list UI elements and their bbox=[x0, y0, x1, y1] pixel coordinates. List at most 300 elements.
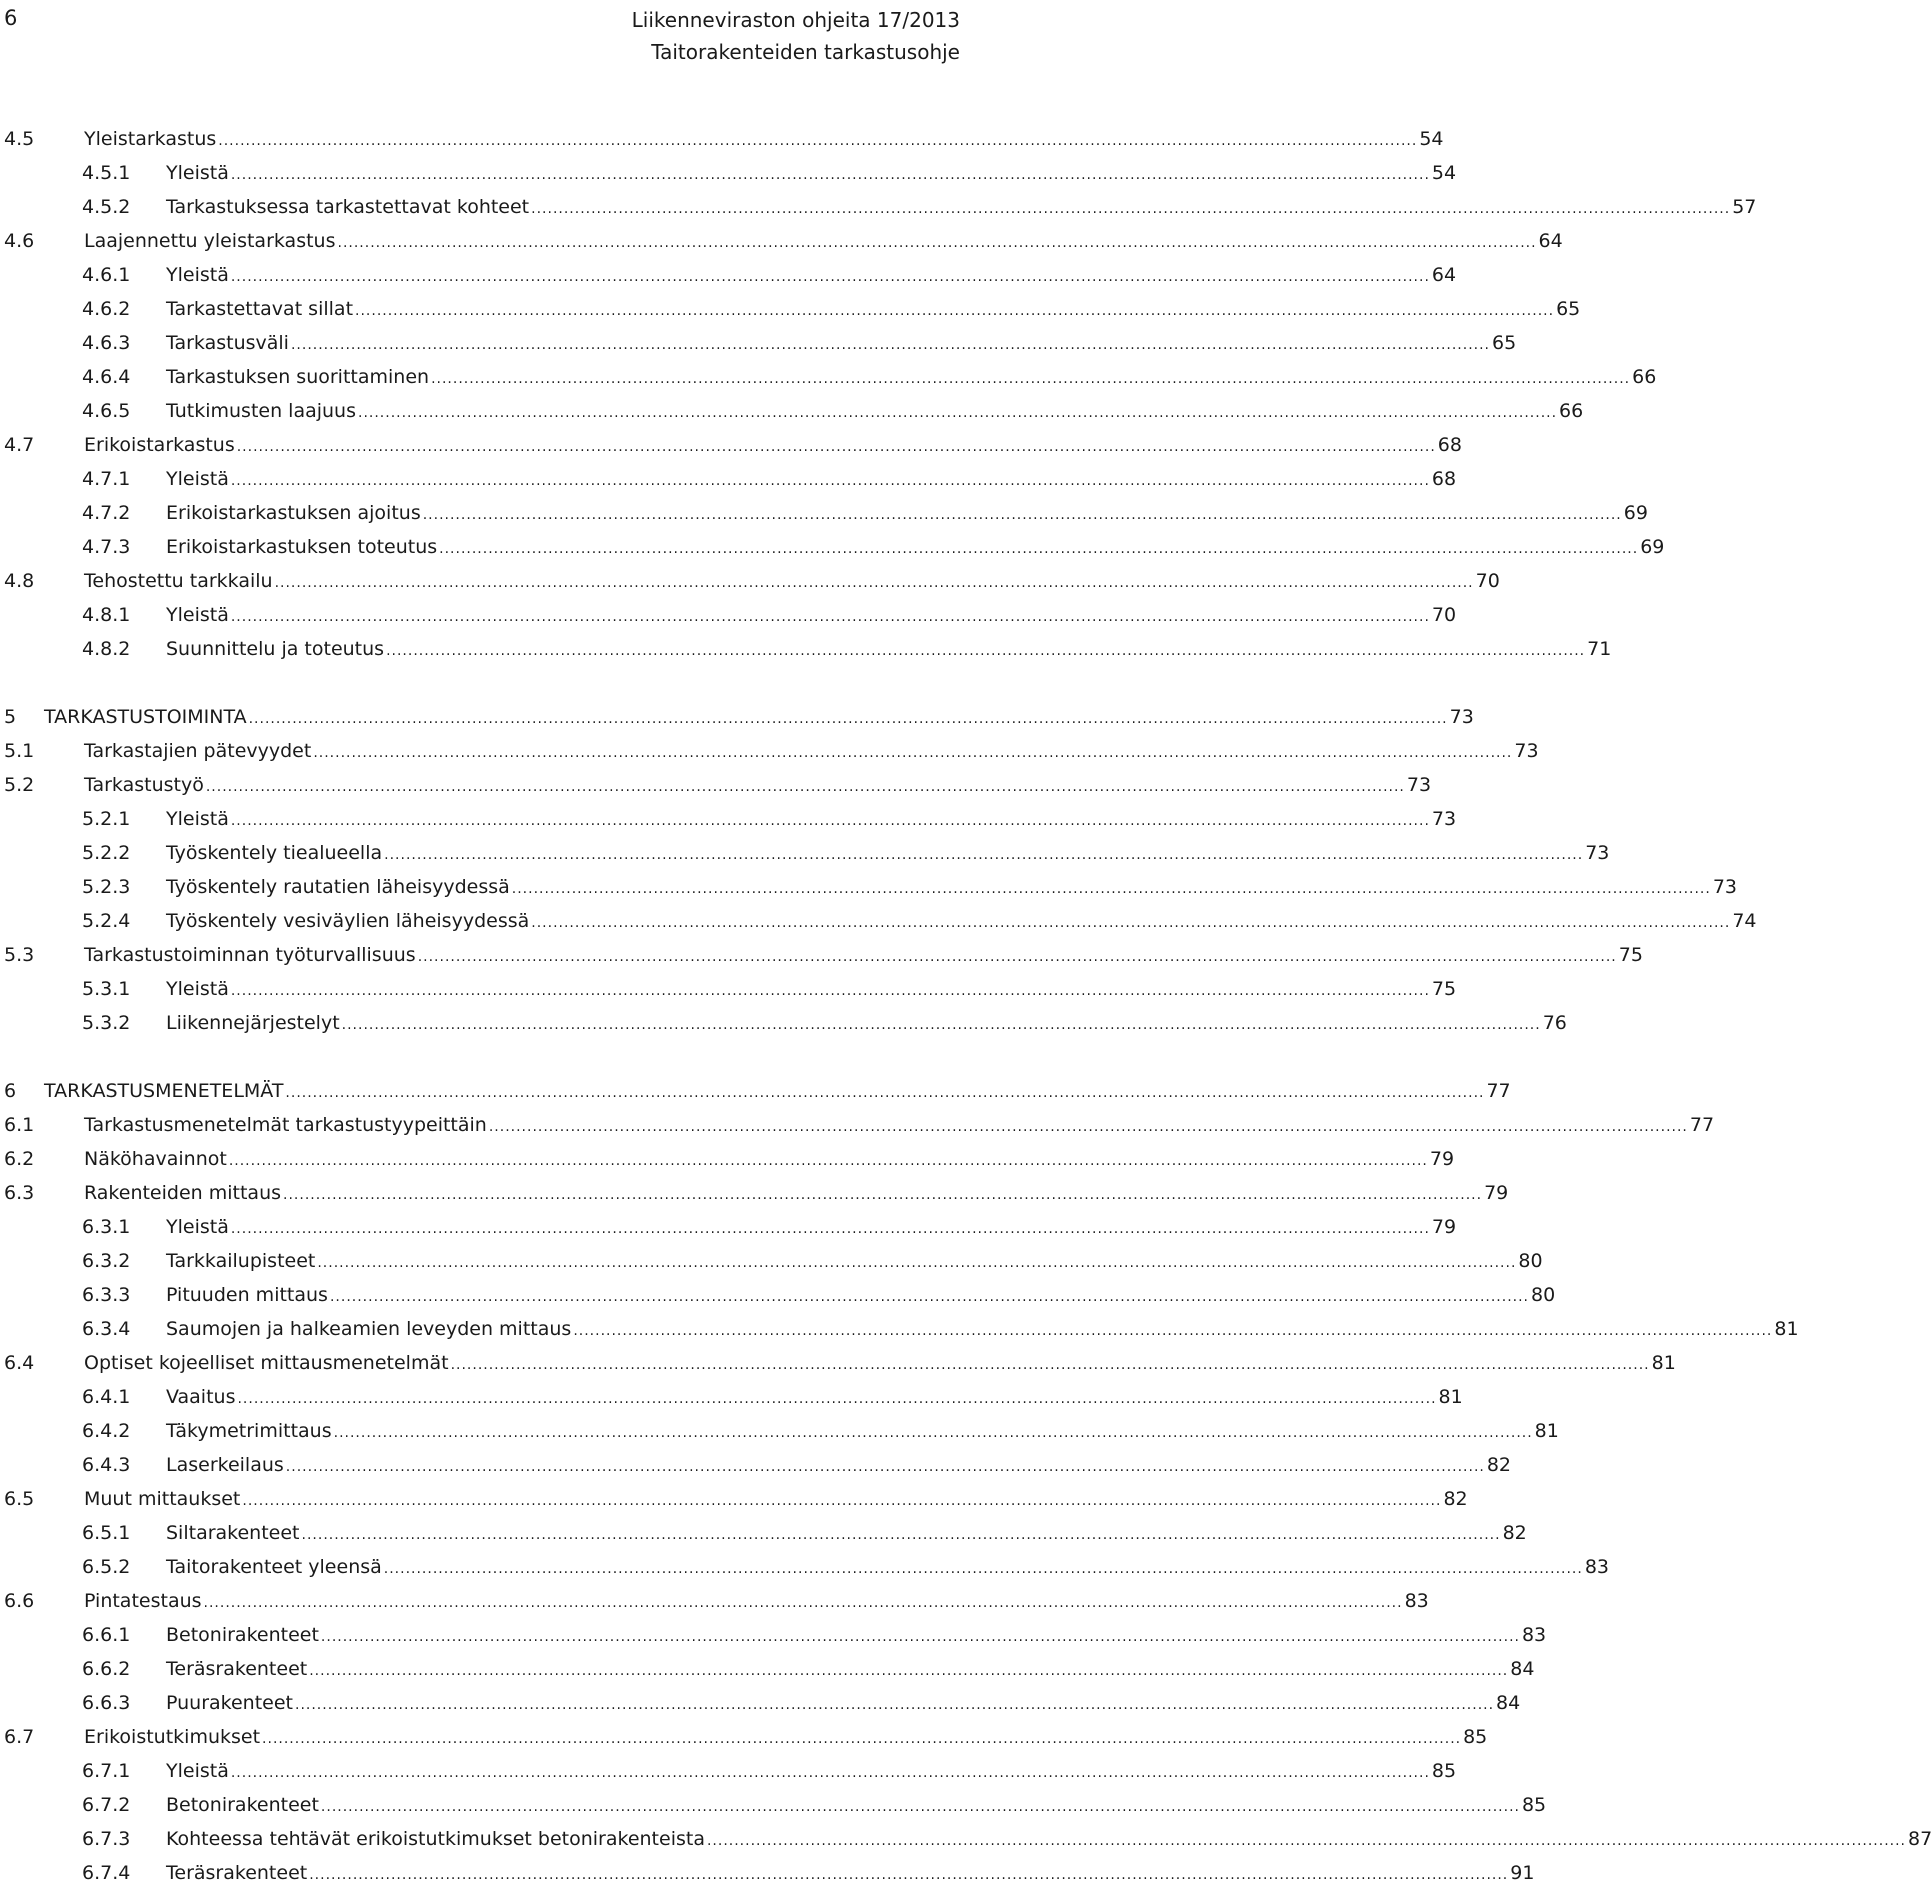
toc-entry-number: 4.7 bbox=[4, 434, 35, 456]
toc-leader-dots: ............................................................................................................................................................................................................................ bbox=[320, 1629, 1520, 1645]
toc-entry-page: 81 bbox=[1774, 1318, 1799, 1340]
toc-entry-title: Betonirakenteet bbox=[166, 1624, 319, 1646]
toc-entry-body bbox=[84, 122, 1444, 158]
toc-leader-dots: ............................................................................................................................................................................................................................ bbox=[531, 201, 1731, 217]
toc-entry-number: 4.5.1 bbox=[82, 162, 131, 184]
toc-entry-title: Tarkastusmenetelmät tarkastustyypeittäin bbox=[84, 1114, 487, 1136]
toc-entry-title: Yleistä bbox=[166, 978, 229, 1000]
toc-leader-dots: ............................................................................................................................................................................................................................ bbox=[228, 1153, 1428, 1169]
toc-entry-title: Pintatestaus bbox=[84, 1590, 202, 1612]
toc-entry-page: 73 bbox=[1406, 774, 1432, 796]
toc-entry-title: TARKASTUSMENETELMÄT bbox=[44, 1080, 284, 1102]
toc-entry-page: 85 bbox=[1521, 1794, 1547, 1816]
toc-entry-title: Yleistä bbox=[166, 1216, 229, 1238]
toc-entry-page: 54 bbox=[1419, 128, 1444, 150]
toc-entry-number: 4.8 bbox=[4, 570, 35, 592]
toc-entry-title: Tarkkailupisteet bbox=[166, 1250, 316, 1272]
toc-entry-number: 6.5.1 bbox=[82, 1522, 131, 1544]
toc-entry-title: Suunnittelu ja toteutus bbox=[166, 638, 385, 660]
toc-entry-page: 82 bbox=[1443, 1488, 1468, 1510]
document-title: Taitorakenteiden tarkastusohje bbox=[651, 40, 960, 64]
toc-entry-number: 5.2.2 bbox=[82, 842, 131, 864]
toc-entry-body bbox=[166, 1822, 1932, 1858]
toc-leader-dots: ............................................................................................................................................................................................................................ bbox=[248, 711, 1448, 727]
toc-entry-body bbox=[166, 326, 1517, 362]
toc-entry-body bbox=[166, 1244, 1543, 1280]
toc-entry[interactable] bbox=[4, 564, 1500, 598]
toc-entry-body bbox=[166, 1856, 1535, 1892]
toc-entry-body bbox=[166, 1788, 1547, 1824]
toc-entry-body bbox=[166, 1550, 1610, 1586]
toc-entry[interactable] bbox=[4, 428, 1462, 462]
toc-entry-page: 79 bbox=[1484, 1182, 1509, 1204]
toc-entry-page: 73 bbox=[1585, 842, 1610, 864]
toc-entry-body bbox=[166, 496, 1648, 532]
toc-entry-body bbox=[166, 598, 1457, 634]
toc-leader-dots: ............................................................................................................................................................................................................................ bbox=[230, 609, 1430, 625]
toc-entry[interactable] bbox=[4, 1448, 1512, 1482]
toc-leader-dots: ............................................................................................................................................................................................................................ bbox=[236, 439, 1436, 455]
toc-entry-number: 4.5 bbox=[4, 128, 35, 150]
toc-entry[interactable] bbox=[4, 1244, 1543, 1278]
toc-entry-page: 66 bbox=[1632, 366, 1657, 388]
toc-entry[interactable] bbox=[4, 224, 1563, 258]
toc-entry-title: Tarkastustoiminnan työturvallisuus bbox=[84, 944, 416, 966]
toc-entry-body bbox=[166, 1380, 1463, 1416]
toc-entry[interactable] bbox=[4, 1380, 1463, 1414]
toc-leader-dots: ............................................................................................................................................................................................................................ bbox=[511, 881, 1711, 897]
toc-entry[interactable] bbox=[4, 1346, 1676, 1380]
toc-entry-body bbox=[166, 632, 1612, 668]
toc-leader-dots: ............................................................................................................................................................................................................................ bbox=[242, 1493, 1442, 1509]
toc-entry-page: 66 bbox=[1559, 400, 1584, 422]
toc-entry-number: 6.6.1 bbox=[82, 1624, 131, 1646]
toc-entry-page: 71 bbox=[1587, 638, 1612, 660]
toc-entry[interactable] bbox=[4, 1142, 1455, 1176]
toc-entry-body bbox=[166, 258, 1457, 294]
toc-entry-title: Muut mittaukset bbox=[84, 1488, 241, 1510]
toc-leader-dots: ............................................................................................................................................................................................................................ bbox=[329, 1289, 1530, 1305]
toc-entry[interactable] bbox=[4, 802, 1457, 836]
toc-entry-title: TARKASTUSTOIMINTA bbox=[44, 706, 247, 728]
toc-entry-page: 73 bbox=[1431, 808, 1457, 830]
toc-entry-body bbox=[84, 224, 1563, 260]
toc-entry-number: 5.3.2 bbox=[82, 1012, 131, 1034]
toc-entry-title: Yleistä bbox=[166, 1760, 229, 1782]
toc-leader-dots: ............................................................................................................................................................................................................................ bbox=[386, 643, 1586, 659]
toc-entry[interactable] bbox=[4, 1074, 1511, 1108]
toc-entry-body bbox=[44, 700, 1474, 736]
toc-entry-page: 64 bbox=[1431, 264, 1457, 286]
toc-entry-body bbox=[166, 1754, 1457, 1790]
toc-entry-title: Yleistarkastus bbox=[84, 128, 217, 150]
toc-entry-page: 83 bbox=[1584, 1556, 1610, 1578]
toc-leader-dots: ............................................................................................................................................................................................................................ bbox=[262, 1731, 1462, 1747]
toc-entry-number: 6.4.3 bbox=[82, 1454, 131, 1476]
toc-entry-page: 68 bbox=[1431, 468, 1457, 490]
toc-entry[interactable] bbox=[4, 1176, 1509, 1210]
toc-entry-number: 4.7.1 bbox=[82, 468, 131, 490]
toc-entry-body bbox=[166, 1006, 1567, 1042]
toc-entry-title: Laserkeilaus bbox=[166, 1454, 284, 1476]
toc-entry-title: Tutkimusten laajuus bbox=[166, 400, 356, 422]
toc-entry-title: Työskentely vesiväylien läheisyydessä bbox=[166, 910, 530, 932]
toc-entry-number: 4.6.1 bbox=[82, 264, 131, 286]
toc-leader-dots: ............................................................................................................................................................................................................................ bbox=[237, 1391, 1437, 1407]
toc-entry-page: 64 bbox=[1538, 230, 1563, 252]
toc-entry[interactable] bbox=[4, 938, 1643, 972]
toc-entry[interactable] bbox=[4, 1006, 1567, 1040]
toc-entry-number: 6.7 bbox=[4, 1726, 35, 1748]
toc-entry-body bbox=[166, 1448, 1512, 1484]
toc-entry-number: 6.2 bbox=[4, 1148, 35, 1170]
toc-leader-dots: ............................................................................................................................................................................................................................ bbox=[317, 1255, 1517, 1271]
toc-entry[interactable] bbox=[4, 870, 1738, 904]
toc-entry-title: Tehostettu tarkkailu bbox=[84, 570, 273, 592]
toc-entry-body bbox=[166, 836, 1610, 872]
toc-leader-dots: ............................................................................................................................................................................................................................ bbox=[431, 371, 1631, 387]
toc-entry-page: 79 bbox=[1429, 1148, 1455, 1170]
toc-entry-title: Erikoistarkastus bbox=[84, 434, 235, 456]
toc-entry[interactable] bbox=[4, 190, 1757, 224]
toc-entry-number: 4.5.2 bbox=[82, 196, 131, 218]
toc-leader-dots: ............................................................................................................................................................................................................................ bbox=[295, 1697, 1495, 1713]
toc-entry[interactable] bbox=[4, 1414, 1559, 1448]
toc-leader-dots: ............................................................................................................................................................................................................................ bbox=[203, 1595, 1403, 1611]
toc-entry-page: 80 bbox=[1518, 1250, 1543, 1272]
toc-entry-page: 79 bbox=[1431, 1216, 1457, 1238]
toc-entry-title: Erikoistutkimukset bbox=[84, 1726, 261, 1748]
toc-leader-dots: ............................................................................................................................................................................................................................ bbox=[417, 949, 1617, 965]
toc-entry[interactable] bbox=[4, 156, 1457, 190]
toc-entry-number: 4.6.5 bbox=[82, 400, 131, 422]
toc-entry[interactable] bbox=[4, 258, 1457, 292]
toc-entry-body bbox=[166, 360, 1657, 396]
toc-entry-body bbox=[166, 1278, 1556, 1314]
toc-entry-number: 6.4.2 bbox=[82, 1420, 131, 1442]
toc-entry-title: Siltarakenteet bbox=[166, 1522, 300, 1544]
toc-leader-dots: ............................................................................................................................................................................................................................ bbox=[531, 915, 1731, 931]
toc-leader-dots: ............................................................................................................................................................................................................................ bbox=[230, 1221, 1430, 1237]
toc-entry-title: Tarkastuksen suorittaminen bbox=[166, 366, 430, 388]
toc-entry-page: 77 bbox=[1486, 1080, 1511, 1102]
toc-leader-dots: ............................................................................................................................................................................................................................ bbox=[285, 1459, 1485, 1475]
toc-entry-title: Saumojen ja halkeamien leveyden mittaus bbox=[166, 1318, 572, 1340]
toc-leader-dots: ............................................................................................................................................................................................................................ bbox=[309, 1867, 1509, 1883]
toc-leader-dots: ............................................................................................................................................................................................................................ bbox=[320, 1799, 1520, 1815]
toc-entry-number: 6.7.1 bbox=[82, 1760, 131, 1782]
toc-entry[interactable] bbox=[4, 836, 1610, 870]
toc-entry-title: Teräsrakenteet bbox=[166, 1862, 308, 1884]
toc-entry-page: 65 bbox=[1492, 332, 1517, 354]
toc-entry-title: Tarkastusväli bbox=[166, 332, 289, 354]
toc-entry-page: 68 bbox=[1437, 434, 1462, 456]
toc-entry[interactable] bbox=[4, 700, 1474, 734]
toc-entry-page: 85 bbox=[1431, 1760, 1457, 1782]
toc-leader-dots: ............................................................................................................................................................................................................................ bbox=[283, 1187, 1483, 1203]
toc-entry-title: Tarkastettavat sillat bbox=[166, 298, 354, 320]
toc-entry-title: Laajennettu yleistarkastus bbox=[84, 230, 336, 252]
toc-entry-page: 73 bbox=[1712, 876, 1738, 898]
toc-entry-title: Yleistä bbox=[166, 264, 229, 286]
page-number: 6 bbox=[4, 6, 18, 30]
toc-entry[interactable] bbox=[4, 122, 1444, 156]
toc-entry-number: 4.8.1 bbox=[82, 604, 131, 626]
toc-entry[interactable] bbox=[4, 1618, 1547, 1652]
toc-entry-number: 6.3 bbox=[4, 1182, 35, 1204]
toc-entry-number: 6.1 bbox=[4, 1114, 35, 1136]
toc-entry-number: 6.4 bbox=[4, 1352, 35, 1374]
toc-entry[interactable] bbox=[4, 1550, 1610, 1584]
toc-leader-dots: ............................................................................................................................................................................................................................ bbox=[274, 575, 1474, 591]
toc-entry-body bbox=[166, 394, 1584, 430]
toc-leader-dots: ............................................................................................................................................................................................................................ bbox=[341, 1017, 1541, 1033]
toc-leader-dots: ............................................................................................................................................................................................................................ bbox=[337, 235, 1537, 251]
toc-entry[interactable] bbox=[4, 1754, 1457, 1788]
toc-entry-body bbox=[166, 190, 1757, 226]
toc-entry[interactable] bbox=[4, 360, 1657, 394]
toc-entry-body bbox=[84, 1584, 1429, 1620]
toc-entry-number: 6.7.2 bbox=[82, 1794, 131, 1816]
toc-leader-dots: ............................................................................................................................................................................................................................ bbox=[285, 1085, 1485, 1101]
toc-entry-body bbox=[166, 292, 1581, 328]
toc-entry-title: Liikennejärjestelyt bbox=[166, 1012, 340, 1034]
toc-entry-number: 5.2 bbox=[4, 774, 35, 796]
toc-entry-page: 81 bbox=[1651, 1352, 1676, 1374]
toc-entry[interactable] bbox=[4, 734, 1539, 768]
toc-entry[interactable] bbox=[4, 1856, 1535, 1890]
toc-entry[interactable] bbox=[4, 1822, 1932, 1856]
toc-entry-body bbox=[84, 1142, 1455, 1178]
toc-entry-title: Tarkastuksessa tarkastettavat kohteet bbox=[166, 196, 530, 218]
toc-entry-body bbox=[166, 462, 1457, 498]
toc-entry-body bbox=[84, 1482, 1468, 1518]
toc-entry-number: 5 bbox=[4, 706, 17, 728]
toc-entry-number: 5.1 bbox=[4, 740, 35, 762]
toc-entry[interactable] bbox=[4, 1686, 1521, 1720]
toc-entry-page: 73 bbox=[1449, 706, 1474, 728]
toc-entry-page: 69 bbox=[1623, 502, 1648, 524]
toc-leader-dots: ............................................................................................................................................................................................................................ bbox=[450, 1357, 1650, 1373]
toc-entry[interactable] bbox=[4, 632, 1612, 666]
toc-entry-page: 84 bbox=[1510, 1658, 1535, 1680]
toc-entry-title: Puurakenteet bbox=[166, 1692, 293, 1714]
toc-entry-title: Tarkastustyö bbox=[84, 774, 204, 796]
toc-entry-page: 82 bbox=[1486, 1454, 1512, 1476]
toc-leader-dots: ............................................................................................................................................................................................................................ bbox=[230, 269, 1430, 285]
toc-entry-page: 70 bbox=[1475, 570, 1500, 592]
toc-entry-body bbox=[166, 1210, 1457, 1246]
toc-entry-number: 6.6 bbox=[4, 1590, 35, 1612]
toc-entry-body bbox=[44, 1074, 1511, 1110]
toc-entry-number: 6.3.2 bbox=[82, 1250, 131, 1272]
toc-entry-page: 75 bbox=[1618, 944, 1643, 966]
toc-entry-page: 54 bbox=[1431, 162, 1457, 184]
toc-entry-body bbox=[84, 1108, 1715, 1144]
toc-entry-number: 6.7.3 bbox=[82, 1828, 131, 1850]
toc-entry-number: 4.6.3 bbox=[82, 332, 131, 354]
toc-entry-page: 65 bbox=[1556, 298, 1581, 320]
toc-leader-dots: ............................................................................................................................................................................................................................ bbox=[309, 1663, 1509, 1679]
toc-entry-number: 4.8.2 bbox=[82, 638, 131, 660]
toc-entry-page: 83 bbox=[1404, 1590, 1429, 1612]
toc-entry-title: Pituuden mittaus bbox=[166, 1284, 328, 1306]
toc-entry-page: 69 bbox=[1640, 536, 1665, 558]
toc-entry-title: Tarkastajien pätevyydet bbox=[84, 740, 312, 762]
toc-leader-dots: ............................................................................................................................................................................................................................ bbox=[384, 847, 1584, 863]
toc-entry-page: 74 bbox=[1732, 910, 1757, 932]
toc-entry-number: 6.7.4 bbox=[82, 1862, 131, 1884]
toc-entry-title: Työskentely rautatien läheisyydessä bbox=[166, 876, 510, 898]
toc-entry-body bbox=[166, 972, 1457, 1008]
toc-entry-title: Teräsrakenteet bbox=[166, 1658, 308, 1680]
toc-entry[interactable] bbox=[4, 1108, 1715, 1142]
toc-leader-dots: ............................................................................................................................................................................................................................ bbox=[230, 1765, 1430, 1781]
toc-entry-body bbox=[166, 870, 1738, 906]
toc-entry-page: 75 bbox=[1431, 978, 1457, 1000]
toc-leader-dots: ............................................................................................................................................................................................................................ bbox=[358, 405, 1558, 421]
toc-entry-body bbox=[84, 768, 1432, 804]
toc-leader-dots: ............................................................................................................................................................................................................................ bbox=[422, 507, 1622, 523]
toc-entry-page: 91 bbox=[1510, 1862, 1535, 1884]
toc-entry-body bbox=[166, 530, 1665, 566]
toc-entry[interactable] bbox=[4, 768, 1432, 802]
toc-leader-dots: ............................................................................................................................................................................................................................ bbox=[230, 473, 1430, 489]
toc-entry[interactable] bbox=[4, 1482, 1468, 1516]
toc-leader-dots: ............................................................................................................................................................................................................................ bbox=[488, 1119, 1688, 1135]
toc-entry-page: 81 bbox=[1438, 1386, 1463, 1408]
toc-entry[interactable] bbox=[4, 1516, 1527, 1550]
toc-entry-number: 5.2.3 bbox=[82, 876, 131, 898]
toc-entry[interactable] bbox=[4, 326, 1517, 360]
toc-entry[interactable] bbox=[4, 1278, 1556, 1312]
toc-entry-number: 6.5.2 bbox=[82, 1556, 131, 1578]
toc-entry-number: 4.7.3 bbox=[82, 536, 131, 558]
toc-entry[interactable] bbox=[4, 1312, 1799, 1346]
toc-entry-title: Optiset kojeelliset mittausmenetelmät bbox=[84, 1352, 449, 1374]
toc-entry-body bbox=[84, 564, 1500, 600]
toc-entry[interactable] bbox=[4, 1788, 1547, 1822]
toc-entry-title: Täkymetrimittaus bbox=[166, 1420, 332, 1442]
toc-entry-title: Erikoistarkastuksen ajoitus bbox=[166, 502, 421, 524]
toc-leader-dots: ............................................................................................................................................................................................................................ bbox=[333, 1425, 1533, 1441]
toc-leader-dots: ............................................................................................................................................................................................................................ bbox=[230, 813, 1430, 829]
toc-entry-body bbox=[166, 802, 1457, 838]
toc-entry-page: 70 bbox=[1431, 604, 1457, 626]
toc-entry-number: 5.2.1 bbox=[82, 808, 131, 830]
toc-entry-number: 6.5 bbox=[4, 1488, 35, 1510]
toc-entry-body bbox=[84, 1720, 1488, 1756]
toc-entry-page: 84 bbox=[1496, 1692, 1521, 1714]
toc-entry-body bbox=[166, 156, 1457, 192]
toc-entry-number: 6.4.1 bbox=[82, 1386, 131, 1408]
running-header bbox=[440, 4, 960, 68]
toc-leader-dots: ............................................................................................................................................................................................................................ bbox=[230, 167, 1430, 183]
toc-entry[interactable] bbox=[4, 904, 1757, 938]
toc-entry-body bbox=[84, 1346, 1676, 1382]
toc-entry[interactable] bbox=[4, 1720, 1488, 1754]
toc-entry-title: Erikoistarkastuksen toteutus bbox=[166, 536, 438, 558]
toc-entry-body bbox=[84, 1176, 1509, 1212]
toc-entry[interactable] bbox=[4, 530, 1665, 564]
toc-entry-body bbox=[166, 904, 1757, 940]
toc-entry[interactable] bbox=[4, 394, 1584, 428]
toc-entry[interactable] bbox=[4, 598, 1457, 632]
toc-entry-body bbox=[84, 428, 1462, 464]
toc-leader-dots: ............................................................................................................................................................................................................................ bbox=[439, 541, 1639, 557]
toc-entry-body bbox=[166, 1686, 1521, 1722]
toc-leader-dots: ............................................................................................................................................................................................................................ bbox=[290, 337, 1491, 353]
toc-leader-dots: ............................................................................................................................................................................................................................ bbox=[301, 1527, 1501, 1543]
toc-leader-dots: ............................................................................................................................................................................................................................ bbox=[313, 745, 1513, 761]
toc-entry[interactable] bbox=[4, 1652, 1535, 1686]
toc-entry-number: 6.3.1 bbox=[82, 1216, 131, 1238]
toc-entry[interactable] bbox=[4, 1210, 1457, 1244]
toc-entry-title: Taitorakenteet yleensä bbox=[166, 1556, 382, 1578]
toc-leader-dots: ............................................................................................................................................................................................................................ bbox=[573, 1323, 1773, 1339]
toc-entry-body bbox=[166, 1516, 1527, 1552]
toc-entry-page: 81 bbox=[1534, 1420, 1559, 1442]
toc-entry-page: 57 bbox=[1732, 196, 1757, 218]
toc-entry-number: 5.3.1 bbox=[82, 978, 131, 1000]
toc-entry[interactable] bbox=[4, 496, 1648, 530]
toc-entry-number: 6.6.2 bbox=[82, 1658, 131, 1680]
toc-entry-page: 82 bbox=[1502, 1522, 1527, 1544]
table-of-contents bbox=[4, 122, 1932, 1890]
toc-entry-number: 6.6.3 bbox=[82, 1692, 131, 1714]
toc-entry-body bbox=[84, 734, 1539, 770]
toc-entry-body bbox=[166, 1414, 1559, 1450]
publication-label: Liikenneviraston ohjeita 17/2013 bbox=[631, 8, 960, 32]
toc-entry-number: 6.3.3 bbox=[82, 1284, 131, 1306]
toc-entry-number: 4.6 bbox=[4, 230, 35, 252]
toc-leader-dots: ............................................................................................................................................................................................................................ bbox=[218, 133, 1418, 149]
toc-entry-body bbox=[166, 1618, 1547, 1654]
toc-entry[interactable] bbox=[4, 462, 1457, 496]
toc-entry-number: 6.3.4 bbox=[82, 1318, 131, 1340]
toc-entry-number: 4.6.4 bbox=[82, 366, 131, 388]
toc-entry-title: Betonirakenteet bbox=[166, 1794, 319, 1816]
toc-entry[interactable] bbox=[4, 972, 1457, 1006]
toc-entry-page: 77 bbox=[1689, 1114, 1715, 1136]
toc-entry-title: Näköhavainnot bbox=[84, 1148, 227, 1170]
toc-entry-page: 87 bbox=[1908, 1828, 1932, 1850]
toc-entry-title: Yleistä bbox=[166, 808, 229, 830]
toc-entry-page: 85 bbox=[1463, 1726, 1488, 1748]
toc-entry-number: 5.2.4 bbox=[82, 910, 131, 932]
toc-leader-dots: ............................................................................................................................................................................................................................ bbox=[706, 1833, 1907, 1849]
toc-entry-page: 73 bbox=[1514, 740, 1539, 762]
toc-leader-dots: ............................................................................................................................................................................................................................ bbox=[230, 983, 1430, 999]
toc-entry-page: 80 bbox=[1531, 1284, 1556, 1306]
toc-entry-number: 6 bbox=[4, 1080, 17, 1102]
toc-leader-dots: ............................................................................................................................................................................................................................ bbox=[383, 1561, 1583, 1577]
toc-entry-body bbox=[166, 1312, 1799, 1348]
toc-entry-title: Yleistä bbox=[166, 604, 229, 626]
toc-entry-title: Työskentely tiealueella bbox=[166, 842, 383, 864]
toc-entry[interactable] bbox=[4, 292, 1581, 326]
toc-leader-dots: ............................................................................................................................................................................................................................ bbox=[205, 779, 1405, 795]
toc-entry-number: 4.6.2 bbox=[82, 298, 131, 320]
toc-leader-dots: ............................................................................................................................................................................................................................ bbox=[355, 303, 1555, 319]
toc-entry-body bbox=[84, 938, 1643, 974]
toc-entry-title: Yleistä bbox=[166, 468, 229, 490]
toc-entry[interactable] bbox=[4, 1584, 1429, 1618]
toc-entry-page: 83 bbox=[1521, 1624, 1547, 1646]
toc-entry-title: Vaaitus bbox=[166, 1386, 236, 1408]
toc-entry-title: Yleistä bbox=[166, 162, 229, 184]
toc-entry-page: 76 bbox=[1542, 1012, 1567, 1034]
